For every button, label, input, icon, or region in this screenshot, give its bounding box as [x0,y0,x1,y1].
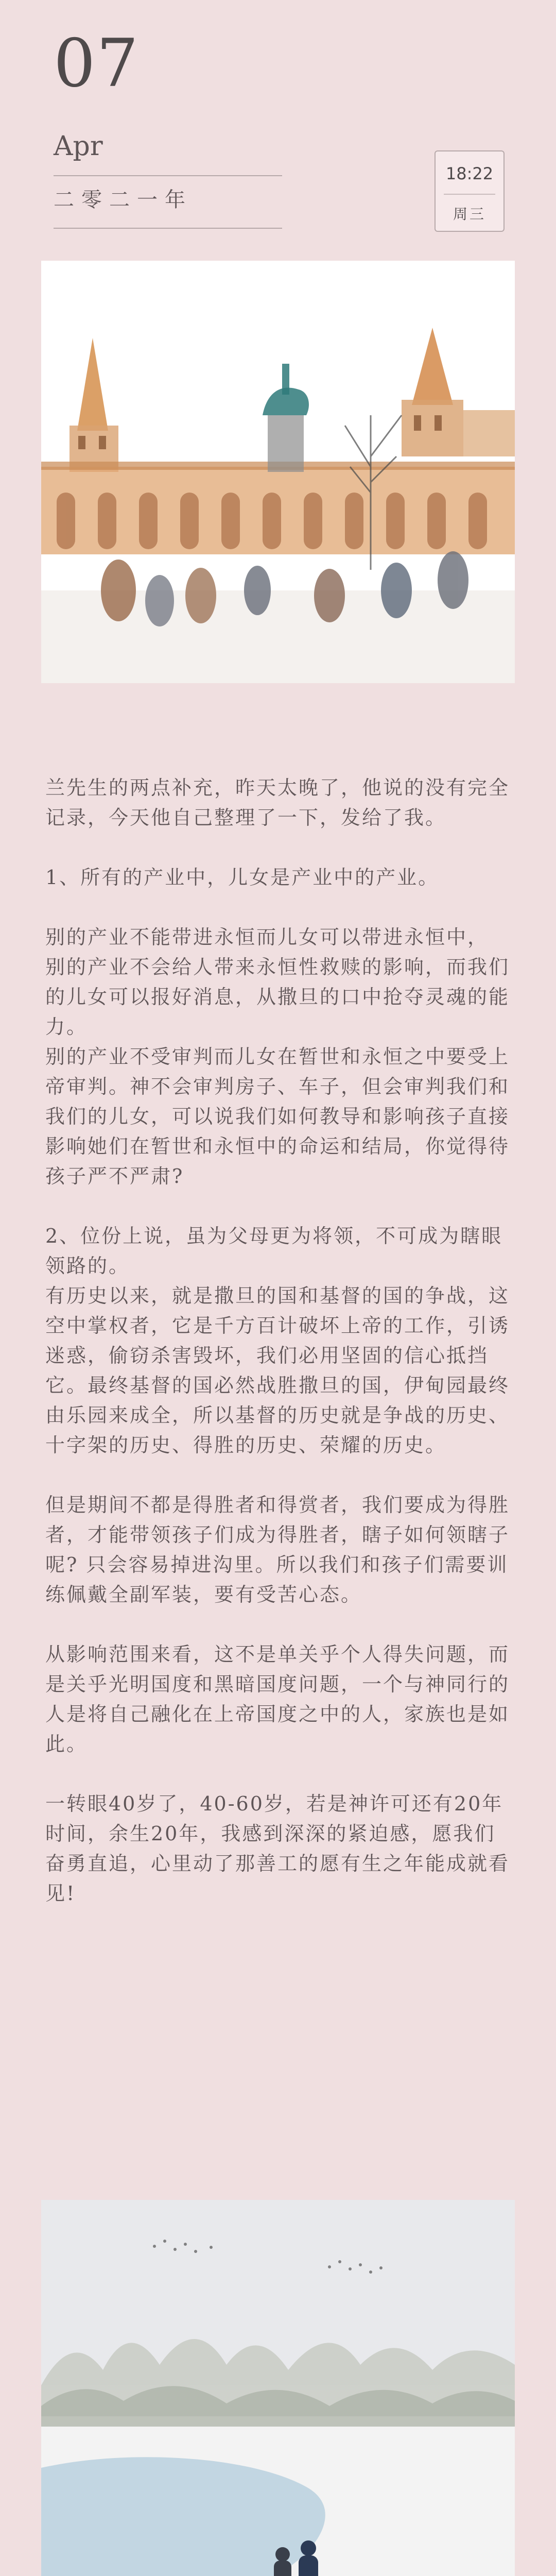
date-day: 07 [54,25,140,102]
weekday-text: 周三 [453,206,486,223]
castle-illustration-art [41,261,515,683]
article-paragraph: 从影响范围来看，这不是单关乎个人得失问题，而是关乎光明国度和黑暗国度问题，一个与神同行的人是将自己融化在上帝国度之中的人，家族也是如此。 [45,1643,510,1755]
header-divider-bottom [54,228,282,229]
winter-illustration [41,2200,515,2576]
article-paragraph: 别的产业不能带进永恒而儿女可以带进永恒中， 别的产业不会给人带来永恒性救赎的影响，而我们的儿女可以报好消息，从撒旦的口中抢夺灵魂的能力。 别的产业不受审判而儿女在暂世和永恒之中要受上帝审判。神不会审判房子、车子，但会审判我们和我们的儿女，可以说我们如何教导和影响孩子直接影响她们在暂世和永恒中的命运和结局，你觉得待孩子严不严肃? [45,926,510,1188]
castle-illustration [41,261,515,683]
time-card [435,150,505,232]
date-year: 二零二一年 [54,188,193,212]
article-paragraph: 一转眼40岁了，40-60岁，若是神许可还有20年时间，余生20年，我感到深深的紧迫感，愿我们奋勇直追，心里动了那善工的愿有生之年能成就看见! [45,1792,510,1905]
date-month: Apr [54,131,103,162]
header-divider-top [54,175,282,176]
time-card-divider [444,194,495,195]
article-paragraph: 1、所有的产业中，儿女是产业中的产业。 [45,866,440,889]
article-paragraph: 但是期间不都是得胜者和得赏者，我们要成为得胜者，才能带领孩子们成为得胜者，瞎子如何领瞎子呢? 只会容易掉进沟里。所以我们和孩子们需要训练佩戴全副军装，要有受苦心态。 [45,1494,510,1606]
article-paragraph: 2、位份上说，虽为父母更为将领，不可成为瞎眼领路的。 有历史以来，就是撒旦的国和基督的国的争战，这空中掌权者，它是千方百计破坏上帝的工作，引诱迷惑，偷窃杀害毁坏，我们必用坚固的信心抵挡它。最终基督的国必然战胜撒旦的国，伊甸园最终由乐园来成全，所以基督的历史就是争战的历史、十字架的历史、得胜的历史、荣耀的历史。 [45,1225,510,1456]
article-paragraph: 兰先生的两点补充，昨天太晚了，他说的没有完全记录，今天他自己整理了一下，发给了我。 [45,776,510,829]
article-body [45,773,514,1938]
winter-illustration-art [41,2200,515,2576]
time-text: 18:22 [445,164,494,183]
